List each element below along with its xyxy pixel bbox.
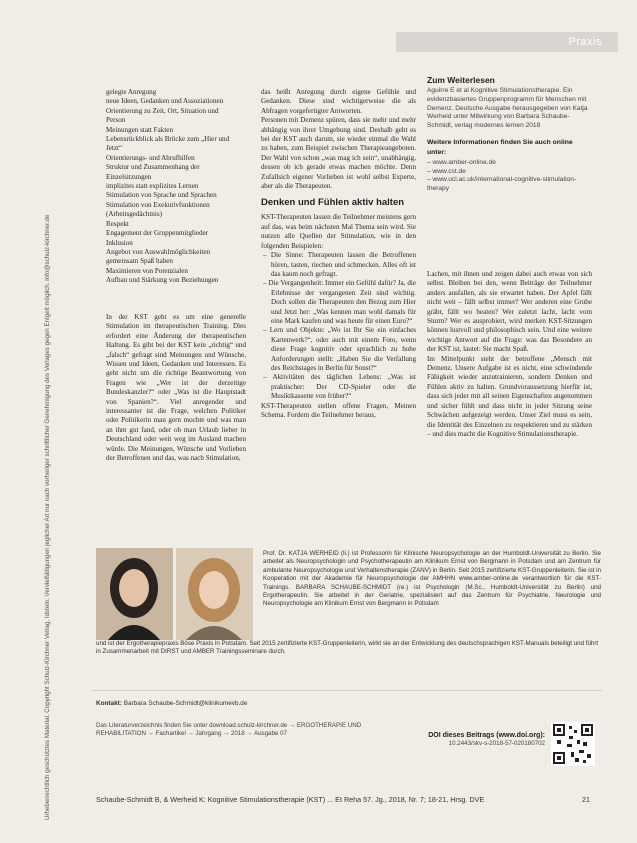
column-1-paragraph (106, 313, 246, 464)
list-item: Einzelsitzungen (106, 172, 152, 181)
list-item: neue Ideen, Gedanken und Assoziationen (106, 97, 224, 106)
paragraph: Personen mit Demenz spüren, dass sie mehr und mehr abhängig von ihrer Umgebung sind. Deshalb geht es bei der KST auch darum, sie wieder einmal die Wahl zu haben, zum Beispiel zwischen Therapieangeboten. Der Wahl von schon „was mag ich sein“, unabhängig, dessen ob ich gerade etwas machen möchte. Denn Zufallsich eigener Vorlieben ist wohl selbst Experte, aber als die Therapeuten. (261, 116, 416, 191)
contact-label: Kontakt: (96, 700, 122, 707)
example-item: – Die Vergangenheit: Immer ein Gefühl dafür? Ja, die Erlebnisse der vergangenen Zeit sind wichtig. Doch sollen die Therapeuten den Bezug zum Hier und Jetzt her: „Was kennen man wohl damals für eine Mark kaufen und was heute für einen Euro?“ (263, 279, 416, 325)
web-link[interactable]: – www.cst.de (427, 168, 592, 177)
column-2 (261, 88, 416, 420)
example-item: – Aktivitäten des täglichen Lebens: „Was ist praktischer: Der CD-Spieler oder die Musiktkassette von früher?“ (263, 373, 416, 401)
web-link[interactable]: – www.ucl.ac.uk/international-cognitive-stimulation-therapy (427, 176, 592, 193)
paragraph: KST-Therapeuten lassen die Teilnehmer meistens gern auf das, was beim nächsten Mal Thema sein wird. Sie nutzen alle Quellen der Stimulation, wie in den folgenden Beispielen: (261, 213, 416, 250)
example-item: – Lern und Objekte: „Wo ist Ihr Sie ein einfaches Kartenwerk?“, oder auch mit einem Foto, wenn diese Frage kognitiv oder sprachlich zu hohe Anforderungen stellt: „Haben Sie die Verfallung des Reichstages in Berlin für Sonst?“ (263, 326, 416, 372)
web-link[interactable]: – www.amber-online.de (427, 159, 592, 168)
literature-download-note: Das Literaturverzeichnis finden Sie unter download.schulz-kirchner.de → ERGOTHERAPIE UND REHABILITATION → Fachartikel → Jahrgang → 2018 → Ausgabe 07 (96, 722, 362, 738)
paragraph: KST-Therapeuten stellen offene Fragen, Meinen Schema. Fordern die Teilnehmer heraus, (261, 401, 416, 419)
paragraph: Im Mittelpunkt steht der betroffene „Mensch mit Demenz. Unsere Aufgabe ist es nicht, eine schwindende Fähigkeit wieder anzutrainieren, sondern Denken und Fühlen aktiv zu halten. Grundvoraussetzung hierfür ist, dass sich jeder mit all seinen Eigenschaften angenommen und sicher fühlt und dass nicht in jeder Sitzung seine Schwächen aufgezeigt werden. Unser Ziel muss es sein, die Identität des Einzelnen zu respektieren und zu stärken – und dies macht die Kognitive Stimulationstherapie. (427, 354, 592, 438)
section-label: Praxis (568, 36, 602, 48)
list-item: (Arbeitsgedächtnis) (106, 210, 162, 219)
examples-list (261, 251, 416, 402)
box-subtitle: Weitere Informationen finden Sie auch online unter: (427, 139, 573, 156)
contact-line (96, 700, 396, 707)
qr-code[interactable] (551, 722, 595, 766)
doi-title: DOI dieses Beitrags (www.doi.org): (428, 732, 545, 739)
divider (92, 690, 602, 691)
doi-value[interactable]: 10.2443/skv-s-2018-57-020180702 (448, 740, 545, 748)
list-item: Struktur und Zusammenhang der (106, 163, 200, 172)
paragraph: Lachen, mit ihnen und zeigen dabei auch etwas von sich selbst. Bleiben bei den, wenn Beiträge der Teilnehmer anders ausfallen, als sie erwartet haben. Der Apfel fällt nicht weit – fällt selbst immer? Wer anderen eine Grube gräbt, fällt wo beaten? Wer zuletzt lacht, lacht vom Sturm? Wer es ausprobiert, wird merken KST-Sitzungen können lustvoll und philosophisch sein. Und eine weitere wichtige Antwort auf die Frage: was das Besondere an der KST ist, lautet: Sie macht Spaß. (427, 270, 592, 354)
contact-email[interactable]: Barbara Schaube-Schmidt@klinikumevb.de (123, 700, 248, 707)
list-item: Person (106, 116, 126, 125)
author-bio-continued: und ist der Ergotherapiepraxis Böse Praxis in Potsdam. Seit 2015 zertifizierte KST-Gruppenleiterin, wirkt sie an der Entwicklung des deutschsprachigen KST-Manuals beteiligt und führt in Zusammenarbeit mit DIRST und AMBER Trainingsseminare durch. (96, 640, 599, 656)
list-item: gemeinsam Spaß haben (106, 257, 173, 266)
list-item: gelegte Anregung (106, 88, 157, 96)
list-item: Stimulation von Sprache und Sprachen (106, 191, 217, 200)
paragraph: das heißt Anregung durch eigene Gefühle und Gedanken. Diese sind wichtigerweise die als Abfragen vorgefertigter Antworten. (261, 88, 416, 115)
further-reading-box (427, 76, 592, 194)
author-bio: Prof. Dr. KATJA WERHEID (li.) ist Professorin für Klinische Neuropsychologie an der Humboldt-Universität zu Berlin. Sie arbeitet als Neuropsychologin und Psychotherapeutin am Klinikum Ernst von Bergmann in Potsdam und am Zentrum für ambulante Neuropsychologie und Verhaltenstherapie (ZANV) in Berlin. Seit 2015 zertifizierte KST-Gruppenleiterin. Sie ist in Kooperation mit der Akademie für Neuropsychologie der AMHHN www.amber-online.de verantwortlich für die KST-Trainings. BARBARA SCHAUBE-SCHMIDT (re.) ist Psychologin (M.Sc., Humboldt-Universität zu Berlin) und Ergotherapeutin. Sie arbeitet in der Geriatrie, spezialisiert auf das Zentrum für Psychiatrie, Neurologie und Neuropsychologie am Klinikum Ernst von Bergmann in Potsdam (263, 550, 601, 608)
author-photo-werheid (96, 548, 173, 640)
list-item: Respekt (106, 219, 129, 228)
example-item: – Die Sinne: Therapeuten lassen die Betroffenen hören, tasten, riechen und schmecken. Alles oft ist das kaum noch gefragt. (263, 251, 416, 278)
list-item: Aufbau und Stärkung von Beziehungen (106, 276, 219, 285)
author-box (91, 548, 601, 688)
list-item: Inklusion (106, 238, 133, 247)
copyright-notice: Urheberrechtlich geschütztes Material. Copyright Schulz-Kirchner Verlag, Idstein. Vervielfältigungen jeglicher Art nur nach vorheriger schriftlicher Genehmigung des Verlages gegen Entgelt möglich. info@schulz-kirchner.de (44, 214, 51, 820)
list-item: Lebensrückblick als Brücke zum „Hier und (106, 135, 230, 144)
list-item: Stimulation von Exekutivfunktionen (106, 200, 210, 209)
section-heading: Denken und Fühlen aktiv halten (261, 197, 405, 209)
list-item: Angebot von Auswahlmöglichkeiten (106, 247, 211, 256)
column-3 (427, 270, 592, 439)
list-item: Jetzt“ (106, 144, 123, 153)
page-footer (96, 795, 596, 804)
section-tab (396, 32, 618, 52)
box-title: Zum Weiterlesen (427, 75, 495, 85)
author-photo-schaube-schmidt (176, 548, 253, 640)
list-item: Maximieren von Potenzialen (106, 266, 188, 275)
list-item: Engagement der Gruppenmitglieder (106, 229, 209, 238)
list-item: Orientierungs- und Abrufhilfen (106, 153, 195, 162)
page-number: 21 (582, 795, 590, 804)
list-item: implizites statt explizites Lernen (106, 182, 199, 191)
doi-block (420, 732, 545, 749)
paragraph: In der KST geht es um eine generelle Stimulation im therapeutischen Training. Dies erfordert eine Änderung der therapeutischen Haltung. Es gibt bei der KST kein „richtig“ und „falsch“ gefragt sind Meinungen und Wünsche, Wissen und Ideen, Gedanken und Interessen. Es geht nicht um die richtige Beantwortung von Fragen wie „Wer ist der derzeitige Bundeskanzler?“ oder „Was ist die Hauptstadt von Spanien?“. Viel anregender und interessanter ist die Frage, welchen Politiker oder Politikerin man gern mochte und was man an ihm gut fand, oder ob man Urlaub lieber in Deutschland oder weit weg im Ausland machen würde. Die Meinungen, Wünsche und Vorlieben der Betroffenen und das, was nach Stimulation, (106, 313, 246, 463)
list-item: Orientierung zu Zeit, Ort, Situation und (106, 106, 219, 115)
footer-citation: Schaube-Schmidt B, & Werheid K: Kognitive Stimulationstherapie (KST) ... Et Reha 57. Jg., 2018, Nr. 7; 18-21, Hrsg. DVE (96, 795, 485, 804)
list-item: Meinungen statt Fakten (106, 125, 173, 134)
link-list (427, 159, 592, 193)
copyright-sidebar (44, 60, 58, 820)
principles-list (106, 88, 238, 286)
box-text: Aguirre E et al Kognitive Stimulationstherapie. Ein evidenzbasiertes Gruppenprogramm für Menschen mit Demenz. Deutsche Ausgabe herausgegeben von Katja Werheid unter Mitwirkung von Barbara Schaube-Schmidt, verlag modernes lernen 2018 (427, 87, 588, 129)
